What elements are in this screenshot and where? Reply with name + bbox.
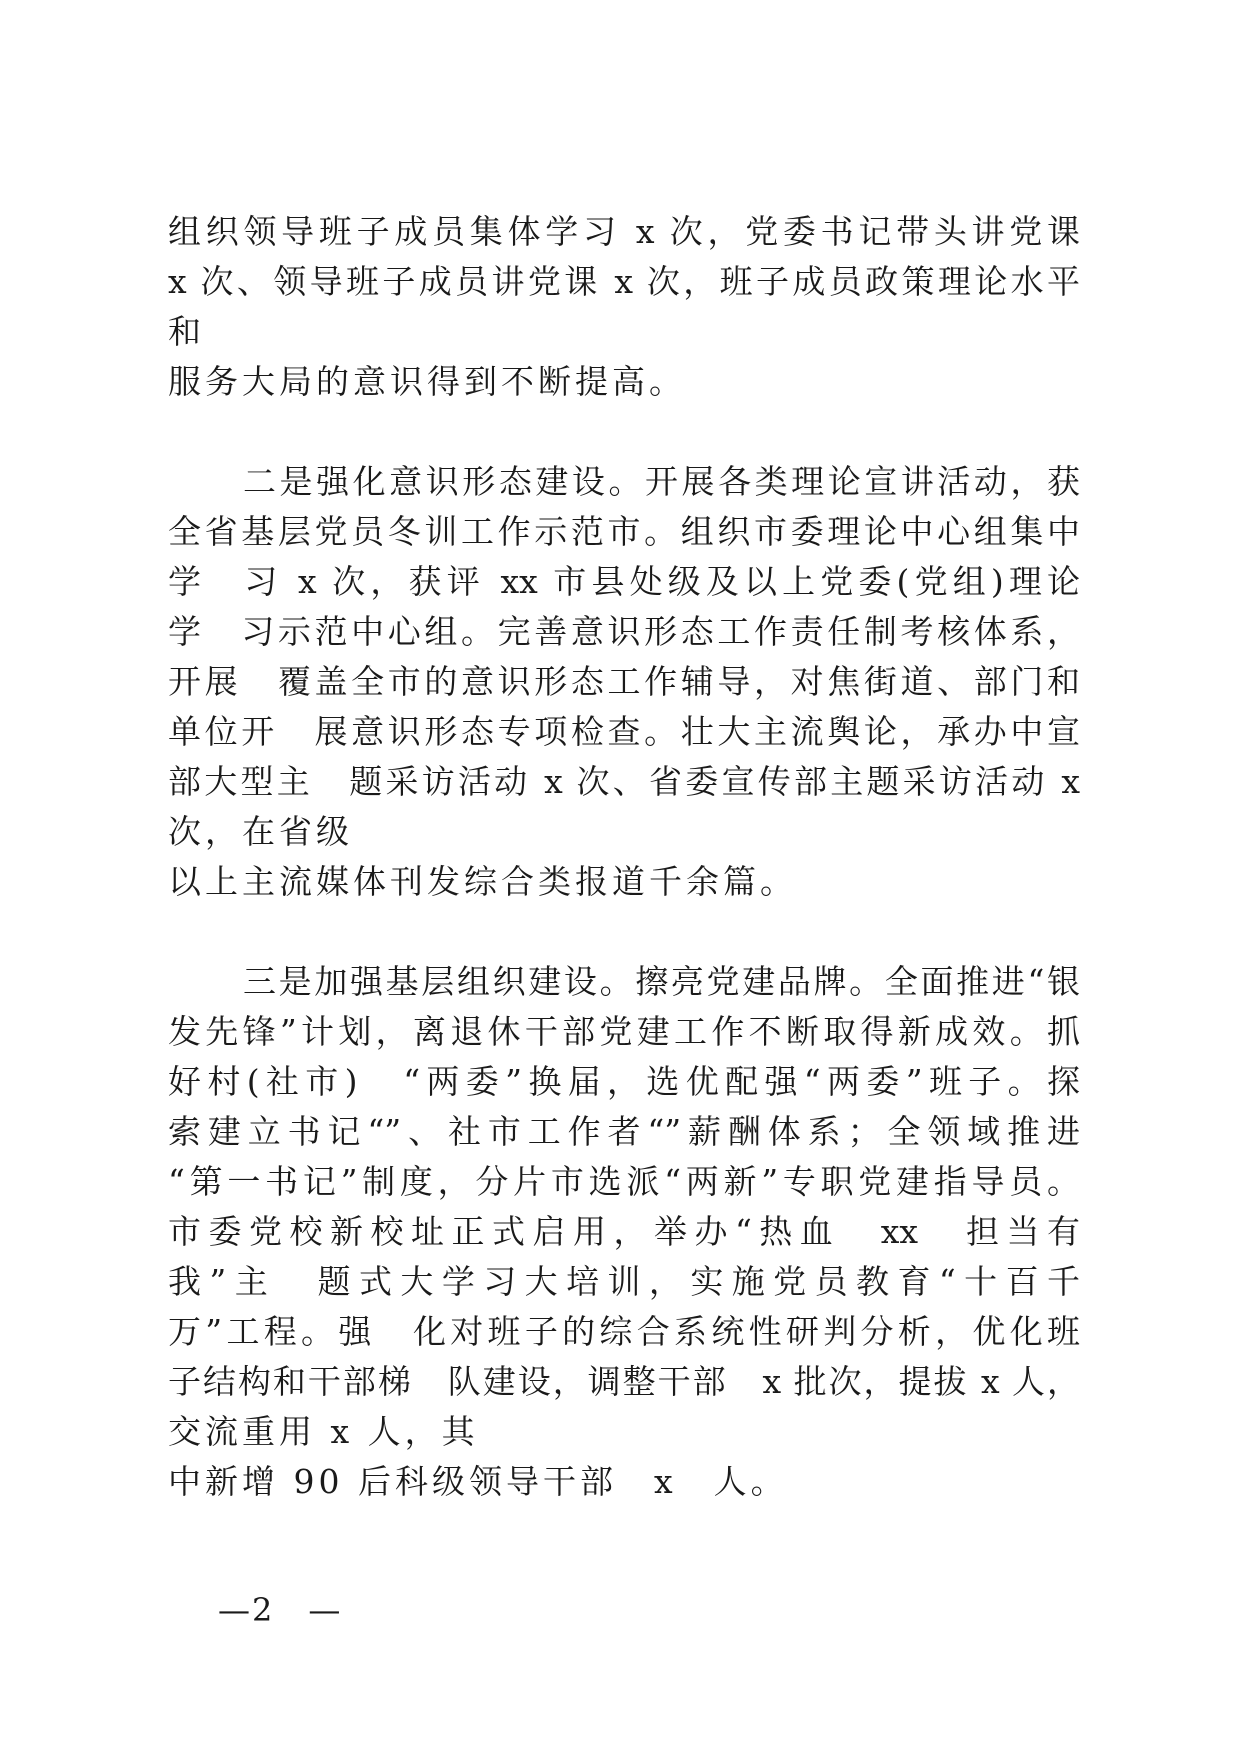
paragraph-2-line-3: 学 习 x 次，获评 xx 市县处级及以上党委(党组)理论 [168, 562, 1080, 601]
paragraph-2-line-4: 学 习示范中心组。完善意识形态工作责任制考核体系， [168, 612, 1080, 651]
paragraph-2-line-5: 开展 覆盖全市的意识形态工作辅导，对焦街道、部门和 [168, 662, 1080, 701]
paragraph-3-line-9: 子结构和干部梯 队建设，调整干部 x 批次，提拔 x 人， [168, 1362, 1080, 1401]
paragraph-3-line-8: 万”工程。强 化对班子的综合系统性研判分析，优化班 [168, 1312, 1080, 1351]
paragraph-3-line-7: 我”主 题式大学习大培训，实施党员教育“十百千 [168, 1262, 1080, 1301]
paragraph-3-line-5: “第一书记”制度，分片市选派“两新”专职党建指导员。 [168, 1162, 1080, 1201]
paragraph-2-line-8: 次，在省级 [168, 812, 353, 851]
paragraph-2-line-1: 二是强化意识形态建设。开展各类理论宣讲活动，获 [243, 462, 1080, 501]
paragraph-1-line-1: 组织领导班子成员集体学习 x 次，党委书记带头讲党课 [168, 212, 1080, 251]
paragraph-3-line-2: 发先锋”计划，离退休干部党建工作不断取得新成效。抓 [168, 1012, 1080, 1051]
page-number: —2 — [218, 1591, 343, 1629]
paragraph-3-line-3: 好村(社市) “两委”换届，选优配强“两委”班子。探 [168, 1062, 1080, 1101]
paragraph-3-line-11: 中新增 90 后科级领导干部 x 人。 [168, 1462, 788, 1501]
paragraph-3-line-4: 索建立书记“”、社市工作者“”薪酬体系；全领域推进 [168, 1112, 1080, 1151]
paragraph-3-line-6: 市委党校新校址正式启用，举办“热血 xx 担当有 [168, 1212, 1080, 1251]
paragraph-1-line-4: 服务大局的意识得到不断提高。 [168, 362, 686, 401]
paragraph-3-line-1: 三是加强基层组织建设。擦亮党建品牌。全面推进“银 [243, 962, 1080, 1001]
paragraph-3-line-10: 交流重用 x 人，其 [168, 1412, 479, 1451]
paragraph-2-line-9: 以上主流媒体刊发综合类报道千余篇。 [168, 862, 797, 901]
paragraph-2-line-7: 部大型主 题采访活动 x 次、省委宣传部主题采访活动 x [168, 762, 1080, 801]
paragraph-2-line-2: 全省基层党员冬训工作示范市。组织市委理论中心组集中 [168, 512, 1080, 551]
paragraph-1-line-3: 和 [168, 312, 205, 351]
paragraph-1-line-2: x 次、领导班子成员讲党课 x 次，班子成员政策理论水平 [168, 262, 1080, 301]
paragraph-2-line-6: 单位开 展意识形态专项检查。壮大主流舆论，承办中宣 [168, 712, 1080, 751]
